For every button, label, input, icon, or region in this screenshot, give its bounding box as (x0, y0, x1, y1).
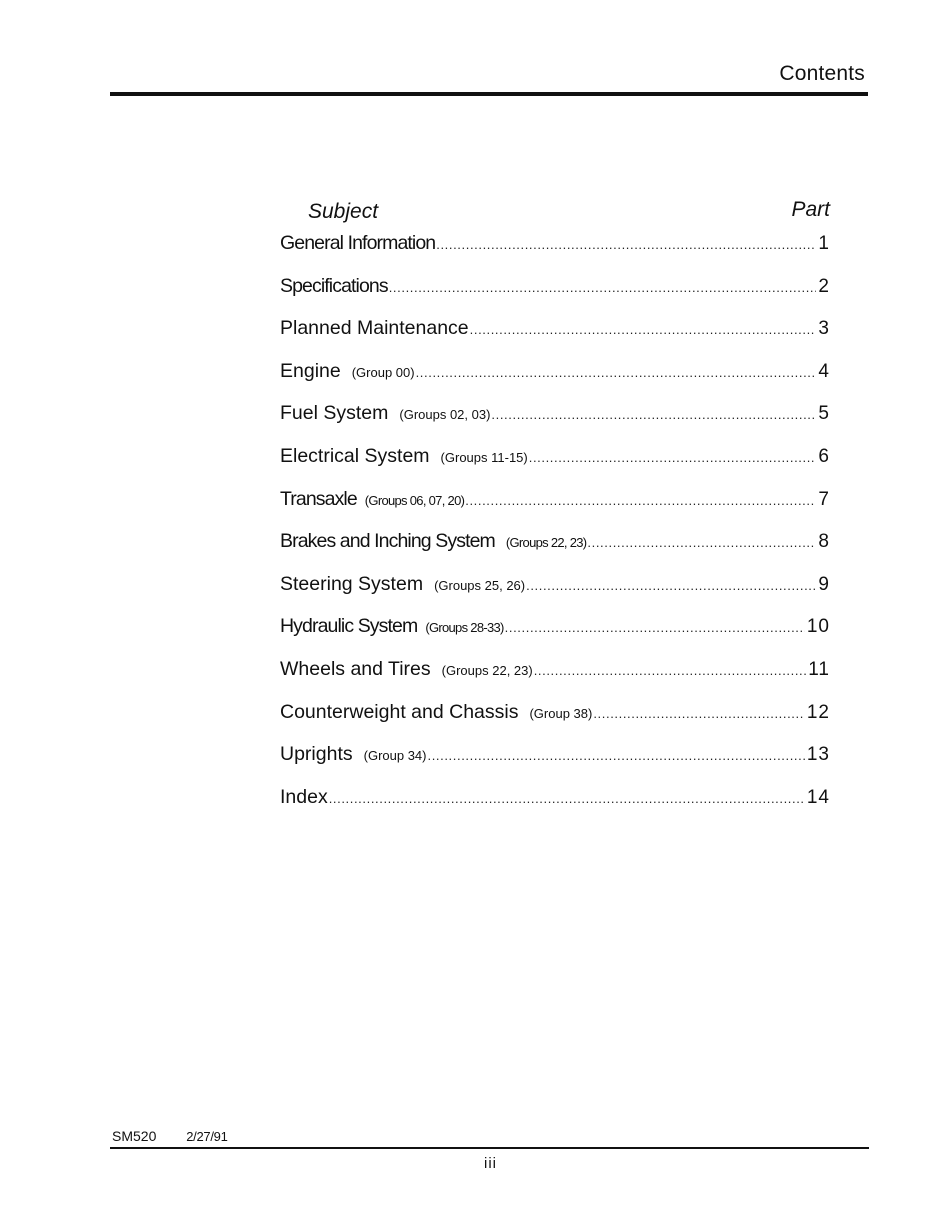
page-header-title: Contents (779, 62, 865, 85)
toc-entry-steering-system[interactable] (280, 573, 830, 616)
toc-entry-group: (Group 00) (351, 364, 415, 380)
dot-leader (526, 578, 816, 593)
toc-entry-title: Uprights (280, 743, 353, 766)
dot-leader (436, 237, 816, 252)
toc-entry-uprights[interactable] (280, 743, 830, 786)
toc-entry-part: 3 (818, 318, 830, 340)
toc-entry-part: 9 (818, 573, 830, 595)
toc-list (280, 232, 830, 828)
header-rule (110, 92, 868, 96)
document-date: 2/27/91 (186, 1129, 228, 1144)
toc-entry-part: 2 (818, 275, 830, 297)
toc-entry-part: 8 (818, 531, 830, 553)
dot-leader (587, 535, 816, 550)
toc-entry-part: 13 (806, 744, 830, 766)
toc-column-headers (280, 196, 830, 232)
toc-entry-group: (Groups 25, 26) (434, 577, 526, 593)
toc-entry-part: 7 (818, 488, 830, 510)
toc-entry-counterweight-and-chassis[interactable] (280, 701, 830, 744)
toc-entry-specifications[interactable] (280, 275, 830, 318)
toc-entry-title: Steering System (280, 572, 424, 595)
toc-entry-transaxle[interactable] (280, 488, 830, 531)
footer-document-info (112, 1128, 228, 1144)
toc-entry-title: Specifications (280, 274, 388, 297)
toc-entry-title: Transaxle (280, 487, 357, 510)
toc-entry-engine[interactable] (280, 360, 830, 403)
toc-entry-part: 10 (806, 616, 830, 638)
column-header-part: Part (791, 198, 830, 221)
document-id: SM520 (112, 1128, 157, 1144)
dot-leader (593, 706, 805, 721)
toc-entry-group: (Groups 11-15) (440, 449, 528, 465)
toc-entry-title: General Information (280, 232, 436, 254)
dot-leader (428, 748, 805, 763)
toc-entry-group: (Groups 22, 23) (441, 662, 533, 678)
dot-leader (465, 493, 816, 508)
dot-leader (505, 620, 805, 635)
toc-entry-planned-maintenance[interactable] (280, 317, 830, 360)
dot-leader (329, 791, 805, 806)
toc-entry-group: (Groups 28-33) (425, 620, 504, 636)
toc-entry-title: Index (280, 785, 328, 808)
toc-entry-title: Brakes and Inching System (280, 530, 495, 553)
toc-entry-group: (Groups 22, 23) (505, 535, 587, 551)
toc-entry-title: Fuel System (280, 402, 389, 425)
toc-entry-index[interactable] (280, 786, 830, 829)
toc-entry-part: 14 (806, 786, 830, 808)
dot-leader (529, 450, 816, 465)
toc-entry-part: 6 (818, 445, 830, 467)
toc-entry-title: Engine (280, 359, 341, 382)
toc-entry-title: Wheels and Tires (280, 657, 431, 680)
dot-leader (470, 322, 816, 337)
toc-entry-part: 11 (808, 658, 830, 680)
toc-entry-electrical-system[interactable] (280, 445, 830, 488)
toc-entry-group: (Groups 02, 03) (399, 407, 491, 423)
dot-leader (389, 280, 816, 295)
toc-entry-group: (Groups 06, 07, 20) (364, 492, 465, 508)
toc-entry-title: Planned Maintenance (280, 317, 469, 340)
toc-entry-title: Electrical System (280, 444, 430, 467)
dot-leader (534, 663, 807, 678)
dot-leader (416, 365, 816, 380)
dot-leader (491, 407, 816, 422)
toc-entry-group: (Group 34) (363, 748, 427, 764)
footer-rule (110, 1147, 869, 1149)
toc-entry-general-information[interactable] (280, 232, 830, 275)
toc-entry-title: Counterweight and Chassis (280, 700, 519, 723)
toc-entry-hydraulic-system[interactable] (280, 615, 830, 658)
page-number: iii (484, 1155, 497, 1172)
toc-entry-group: (Group 38) (529, 705, 593, 721)
toc-entry-title: Hydraulic System (280, 615, 418, 638)
toc-entry-wheels-and-tires[interactable] (280, 658, 830, 701)
toc-entry-part: 1 (818, 233, 830, 254)
toc-entry-part: 5 (818, 403, 830, 425)
table-of-contents (280, 196, 830, 828)
toc-entry-part: 4 (818, 360, 830, 382)
toc-entry-fuel-system[interactable] (280, 402, 830, 445)
toc-entry-brakes-and-inching-system[interactable] (280, 530, 830, 573)
column-header-subject: Subject (308, 200, 379, 223)
toc-entry-part: 12 (806, 701, 830, 723)
